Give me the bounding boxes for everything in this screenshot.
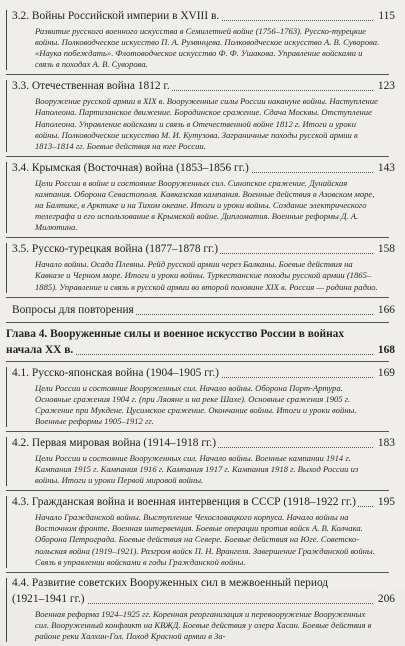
entry-description: Вооружение русской армии в XIX в. Вооруженные силы России накануне войны. Наступление Наполеона. Партизанское движение. Бородинское сражение. Сдача Москвы. Отступление Наполеона. Управление войсками и связь в Отечественной войне 1812 г. Итоги и уроки войны. Полководческое искусство М. И. Кутузова. Заграничные походы русской армии в 1813–1814 гг. Боевые действия на юге России. xyxy=(35,96,378,151)
toc-entry xyxy=(6,435,395,486)
toc-entry xyxy=(6,160,395,233)
entry-description: Развитие русского военного искусства в Семилетней войне (1756–1763). Русско-турецкие войны. Полководческое искусство П. А. Румянцева. Полководческое искусство А. В. Суворова. «Наука побеждать». Флотоводческое искусство Ф. Ф. Ушакова. Управление войсками и связь в походах А. В. Суворова. xyxy=(35,26,380,70)
entry-description: Начало войны. Осада Плевны. Рейд русской армии через Балканы. Боевые действия на Кавказе и Черном море. Итоги и уроки войны. Туркестанские походы русской армии (1865–1885). Управление и связь в русской армии во второй половине XIX в. Россия — родина радио. xyxy=(35,259,378,292)
entry-description: Цели России в войне и состояние Вооруженных сил. Синопское сражение. Дунайская кампания. Оборона Севастополя. Кавказская кампания. Военные действия в Азовском море, на Балтике, в Арктике и на Тихом океане. Итоги и уроки войны. Создание электрического телеграфа и его использование в Крымской войне. Дипломатия. Военные реформы Д. А. Милютина. xyxy=(35,177,375,233)
chapter-title-line2: начала XX в. xyxy=(6,342,75,359)
entry-page-number: 166 xyxy=(376,302,395,319)
chapter-title-row xyxy=(6,342,395,359)
entry-heading[interactable] xyxy=(6,78,395,95)
entry-title: 4.2. Первая мировая война (1914–1918 гг.) xyxy=(12,435,218,452)
entry-description: Военная реформа 1924–1925 гг. Коренная реорганизация и перевооружение Вооруженных сил. Вооруженный конфликт на КВЖД. Боевые действия у озера Хасан. Боевые действия в районе реки Халхин-Гол. Поход Красной армии в За- xyxy=(35,608,372,641)
entry-heading[interactable] xyxy=(6,365,395,382)
toc-entry xyxy=(6,78,395,151)
entry-heading[interactable] xyxy=(6,494,395,511)
chapter-title-line1: Глава 4. Вооруженные силы и военное искусство России в войнах xyxy=(6,327,345,340)
entry-divider xyxy=(6,490,389,491)
entry-heading[interactable] xyxy=(6,8,395,25)
entry-description: Начало Гражданской войны. Выступление Чехословацкого корпуса. Начало войны на Восточном фронте. Военная интервенция. Боевые операции против войск А. В. Колчака. Оборона Петрограда. Боевые действия на Севере. Боевые действия на Юге. Советско-польская война (1919–1921). Разгром войск П. Н. Врангеля. Завершение Гражданской войны. Связь в управлении войсками в годы Гражданской войны. xyxy=(35,512,375,567)
entry-divider xyxy=(6,361,389,362)
entry-divider xyxy=(6,322,389,323)
entry-heading[interactable] xyxy=(6,241,395,258)
entry-heading[interactable] xyxy=(6,435,395,452)
entry-page-number: 169 xyxy=(376,365,395,382)
entry-divider xyxy=(6,572,389,573)
entry-divider xyxy=(6,156,389,157)
entry-title-line2: (1921–1941 гг.) xyxy=(12,591,87,608)
chapter-page-number: 168 xyxy=(376,342,395,359)
entry-page-number: 195 xyxy=(376,494,395,511)
toc-entry xyxy=(6,241,395,292)
entry-heading-line1[interactable] xyxy=(6,576,395,591)
entry-heading[interactable] xyxy=(6,302,395,319)
entry-heading-line2[interactable] xyxy=(6,591,395,608)
entry-divider xyxy=(6,297,389,298)
chapter-heading[interactable] xyxy=(6,327,395,359)
entry-divider xyxy=(6,431,389,432)
entry-page-number: 143 xyxy=(376,160,395,177)
toc-entry xyxy=(6,365,395,427)
entry-page-number: 115 xyxy=(376,8,395,25)
toc-entry-review xyxy=(6,302,395,319)
entry-divider xyxy=(6,74,389,75)
entry-title: 3.4. Крымская (Восточная) война (1853–1856 гг.) xyxy=(12,160,251,177)
entry-title-line1: 4.4. Развитие советских Вооруженных сил в межвоенный период xyxy=(12,576,329,589)
entry-divider xyxy=(6,237,389,238)
entry-title: 3.3. Отечественная война 1812 г. xyxy=(12,78,172,95)
entry-title: 3.5. Русско-турецкая война (1877–1878 гг.) xyxy=(12,241,220,258)
entry-title: Вопросы для повторения xyxy=(12,302,136,319)
toc-entry xyxy=(6,576,395,642)
toc-entry xyxy=(6,494,395,567)
entry-heading[interactable] xyxy=(6,160,395,177)
entry-title: 4.3. Гражданская война и военная интервенция в СССР (1918–1922 гг.) xyxy=(12,494,358,511)
entry-page-number: 123 xyxy=(376,78,395,95)
entry-description: Цели России и состояние Вооруженных сил. Начало войны. Оборона Порт-Артура. Основные сражения 1904 г. (при Ляояне и на реке Шахе). Основные сражения 1905 г. Сражение при Мукдене. Цусимское сражение. Окончание войны. Итоги и уроки войны. Военные реформы 1905–1912 гг. xyxy=(35,382,357,426)
entry-title: 4.1. Русско-японская война (1904–1905 гг.) xyxy=(12,365,221,382)
entry-page-number: 158 xyxy=(376,241,395,258)
entry-title: 3.2. Войны Российской империи в XVIII в. xyxy=(12,8,221,25)
entry-page-number: 183 xyxy=(376,435,395,452)
entry-page-number: 206 xyxy=(376,591,395,608)
entry-description: Цели России и состояние Вооруженных сил. Начало войны. Военные кампании 1914 г. Кампания 1915 г. Кампания 1916 г. Кампания 1917 г. Кампания 1918 г. Выход России из войны. Итоги и уроки Первой мировой войны. xyxy=(35,452,359,486)
toc-entry xyxy=(6,8,395,70)
